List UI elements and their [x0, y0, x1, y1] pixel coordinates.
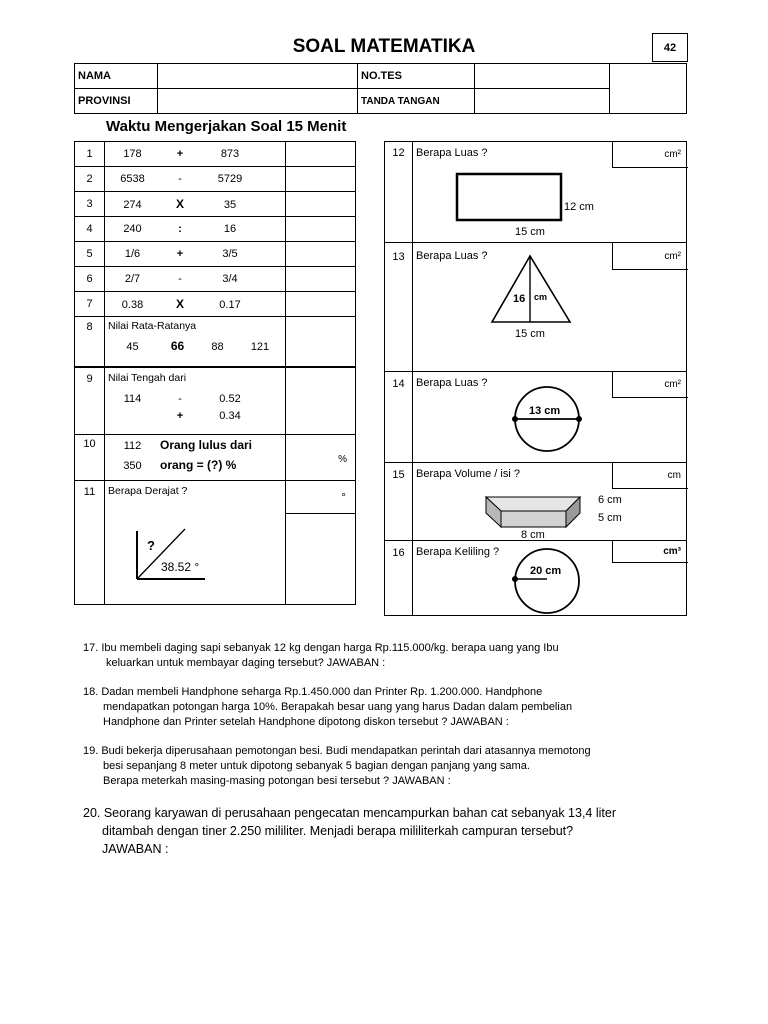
question-label: Nilai Tengah dari: [108, 371, 187, 384]
question-label: Berapa Volume / isi ?: [416, 468, 520, 480]
table-row: [385, 372, 687, 463]
value: 45: [126, 341, 139, 353]
question-number: 13: [385, 243, 413, 372]
question-number: 9: [75, 367, 105, 435]
question-18: [83, 685, 572, 730]
question-17: [83, 641, 559, 671]
circle-radius: 20 cm: [530, 565, 562, 577]
question-text: ditambah dengan tiner 2.250 mililiter. Menjadi berapa mililiterkah campuran tersebut?: [102, 824, 574, 838]
right-question-table: [384, 141, 687, 616]
operand-a: 178: [123, 148, 142, 160]
box-height: 6 cm: [598, 494, 622, 506]
table-row: [75, 292, 356, 317]
operator: :: [178, 223, 182, 235]
answer-cell[interactable]: [286, 242, 356, 267]
question-text: besi sepanjang 8 meter untuk dipotong sebanyak 5 bagian dengan panjang yang sama.: [103, 760, 530, 772]
question-text: 19. Budi bekerja diperusahaan pemotongan besi. Budi mendapatkan perintah dari atasannya memotong: [83, 745, 591, 757]
table-row: [75, 481, 356, 605]
question-number: 4: [75, 217, 105, 242]
question-text: 17. Ibu membeli daging sapi sebanyak 12 kg dengan harga Rp.115.000/kg. berapa uang yang Ibu: [83, 642, 559, 654]
no-tes-field[interactable]: [475, 64, 610, 89]
photo-box: [610, 64, 687, 114]
operand-b: 16: [223, 223, 237, 235]
provinsi-field[interactable]: [158, 89, 358, 114]
question-text: Handphone dan Printer setelah Handphone dipotong diskon tersebut ? JAWABAN :: [103, 716, 509, 728]
page-number: 42: [652, 33, 688, 62]
box-width: 8 cm: [521, 529, 545, 540]
question-text: orang = (?) %: [160, 458, 237, 472]
question-number: 8: [75, 317, 105, 367]
left-question-table: [74, 141, 356, 605]
question-20: [83, 804, 616, 858]
operand-b: 0.52: [219, 392, 241, 405]
question-text: 20. Seorang karyawan di perusahaan pengecatan mencampurkan bahan cat sebanyak 13,4 liter: [83, 806, 616, 820]
value: 88: [211, 341, 224, 353]
angle-value: 38.52 °: [161, 560, 200, 574]
identity-table: [74, 63, 687, 114]
unit-label: cm²: [612, 372, 688, 398]
triangle-height-unit: cm: [534, 292, 548, 302]
answer-cell[interactable]: [286, 435, 356, 481]
question-number: 7: [75, 292, 105, 317]
operand-c: 0.34: [219, 409, 241, 422]
operand-b: 5729: [217, 173, 243, 185]
operand-a: 0.38: [121, 299, 144, 311]
answer-cell[interactable]: [286, 192, 356, 217]
no-tes-label: NO.TES: [358, 64, 475, 89]
answer-cell[interactable]: [286, 292, 356, 317]
operator: +: [176, 409, 184, 422]
question-label: Berapa Luas ?: [416, 250, 488, 262]
table-row: [75, 267, 356, 292]
nama-label: NAMA: [75, 64, 158, 89]
value: 121: [250, 341, 270, 353]
question-text: keluarkan untuk membayar daging tersebut? JAWABAN :: [106, 657, 386, 669]
question-label: Nilai Rata-Ratanya: [108, 320, 197, 332]
operand-a: 274: [123, 199, 142, 211]
question-number: 16: [385, 541, 413, 616]
answer-cell[interactable]: [286, 481, 356, 605]
nama-field[interactable]: [158, 64, 358, 89]
tanda-tangan-label: TANDA TANGAN: [358, 89, 475, 114]
table-row: [75, 217, 356, 242]
answer-cell[interactable]: [286, 367, 356, 435]
question-text: 18. Dadan membeli Handphone seharga Rp.1.450.000 dan Printer Rp. 1.200.000. Handphone: [83, 686, 543, 698]
table-row: [385, 541, 687, 616]
question-number: 11: [75, 481, 105, 605]
question-text: mendapatkan potongan harga 10%. Berapakah besar uang yang harus Dadan dalam pembelian: [103, 701, 573, 713]
operand-b: 350: [123, 460, 142, 472]
angle-diagram: [105, 497, 283, 593]
page-title: SOAL MATEMATIKA: [292, 36, 476, 57]
table-row: [75, 142, 356, 167]
operator: X: [175, 197, 184, 211]
answer-cell[interactable]: [286, 167, 356, 192]
operator: X: [175, 297, 184, 311]
unit-label: %: [338, 454, 347, 465]
rect-height: 12 cm: [564, 201, 594, 213]
question-label: Berapa Luas ?: [416, 147, 488, 159]
operand-b: 3/5: [222, 248, 238, 260]
operator: -: [178, 392, 182, 405]
provinsi-label: PROVINSI: [75, 89, 158, 114]
unit-label: °: [286, 481, 355, 514]
answer-cell[interactable]: [286, 317, 356, 367]
unit-label: cm³: [612, 541, 688, 563]
box-depth: 5 cm: [598, 512, 622, 524]
question-label: Berapa Keliling ?: [416, 546, 500, 558]
question-number: 5: [75, 242, 105, 267]
unit-label: cm: [612, 463, 688, 489]
operator: +: [176, 248, 184, 260]
table-row: [385, 142, 687, 243]
question-text: JAWABAN :: [102, 842, 169, 856]
question-number: 1: [75, 142, 105, 167]
rect-width: 15 cm: [515, 226, 545, 238]
operand-b: 873: [220, 148, 240, 160]
unit-label: cm²: [612, 142, 688, 168]
answer-cell[interactable]: [286, 267, 356, 292]
question-text: Berapa meterkah masing-masing potongan besi tersebut ? JAWABAN :: [103, 775, 451, 787]
operand-b: 0.17: [219, 299, 241, 311]
operand-a: 112: [123, 440, 142, 452]
operator: -: [178, 273, 182, 285]
question-label: Berapa Luas ?: [416, 377, 488, 389]
table-row: [385, 243, 687, 372]
table-row: [75, 317, 356, 367]
question-text: Orang lulus dari: [160, 438, 253, 452]
answer-cell[interactable]: [286, 142, 356, 167]
operand-a: 240: [123, 223, 142, 235]
question-19: [83, 744, 591, 789]
operand-b: 35: [223, 199, 237, 211]
operand-a: 1/6: [124, 248, 141, 260]
value: 66: [170, 339, 185, 353]
circle-diameter: 13 cm: [529, 405, 561, 417]
time-instruction: Waktu Mengerjakan Soal 15 Menit: [106, 118, 347, 135]
table-row: [75, 167, 356, 192]
table-row: [75, 367, 356, 435]
table-row: [75, 242, 356, 267]
triangle-base: 15 cm: [515, 328, 545, 340]
question-number: 10: [75, 435, 105, 481]
operator: -: [178, 173, 182, 185]
question-label: Berapa Derajat ?: [108, 485, 188, 497]
unknown-angle-mark: ?: [147, 538, 155, 553]
table-row: [75, 192, 356, 217]
question-number: 14: [385, 372, 413, 463]
operand-a: 114: [123, 392, 142, 405]
unit-label: cm²: [612, 243, 688, 270]
operand-a: 6538: [120, 173, 145, 185]
question-number: 6: [75, 267, 105, 292]
tanda-tangan-field[interactable]: [475, 89, 610, 114]
operator: +: [176, 148, 184, 160]
question-number: 3: [75, 192, 105, 217]
table-row: [75, 435, 356, 481]
operand-b: 3/4: [222, 273, 238, 285]
question-number: 15: [385, 463, 413, 541]
triangle-height: 16: [513, 293, 526, 305]
question-number: 12: [385, 142, 413, 243]
operand-a: 2/7: [124, 273, 141, 285]
table-row: [385, 463, 687, 541]
question-number: 2: [75, 167, 105, 192]
answer-cell[interactable]: [286, 217, 356, 242]
